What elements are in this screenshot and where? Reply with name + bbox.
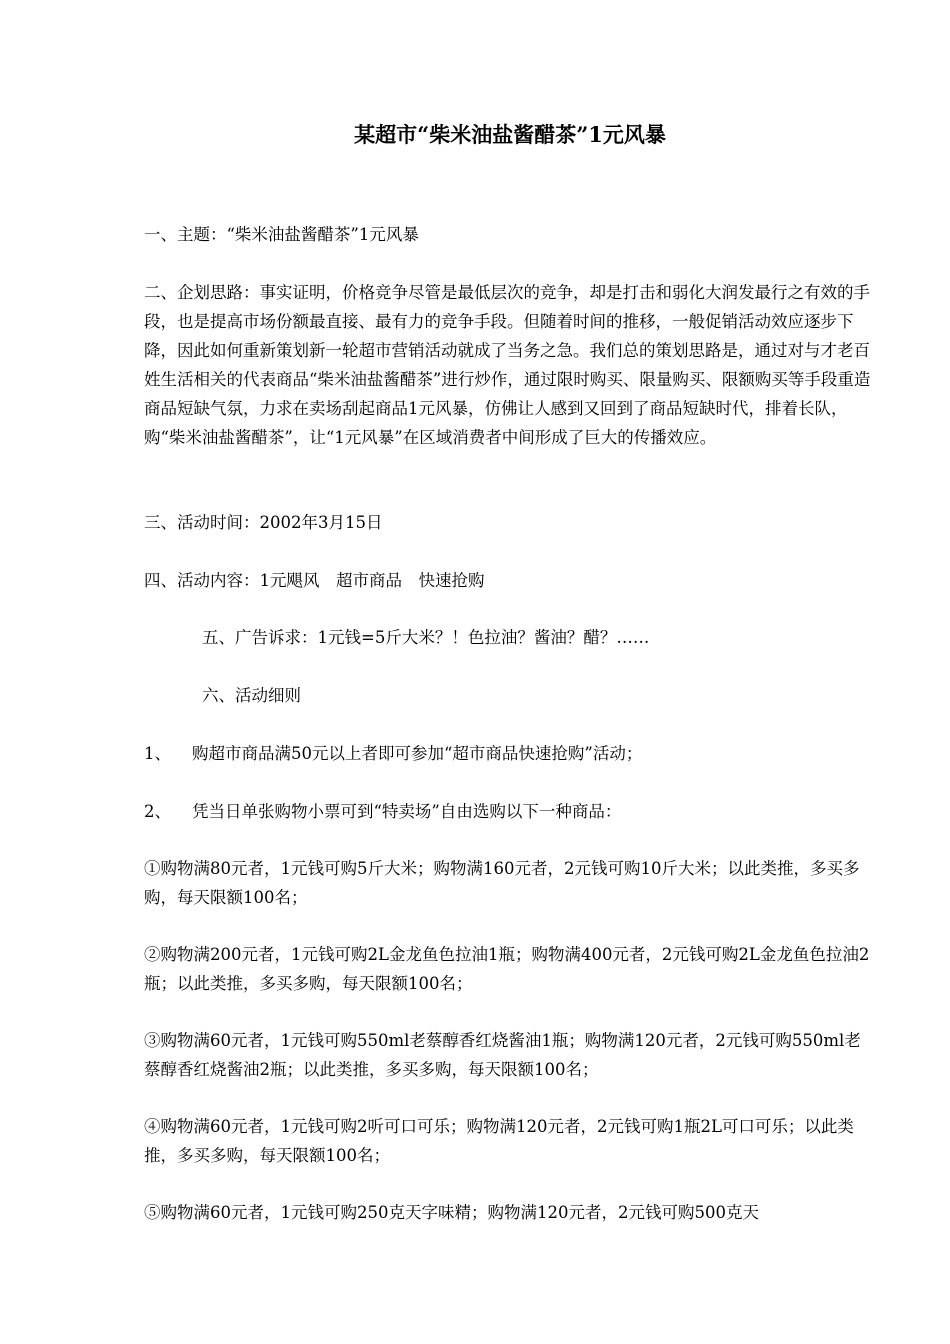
section-theme: 一、主题：“柴米油盐酱醋茶”1元风暴 bbox=[144, 225, 419, 244]
section-planning: 二、企划思路：事实证明，价格竞争尽管是最低层次的竞争，却是打击和弱化大润发最行之有效的手段，也是提高市场份额最直接、最有力的竞争手段。但随着时间的推移，一般促销活动效应逐步下降，因此如何重新策划新一轮超市营销活动就成了当务之急。我们总的策划思路是，通过对与才老百姓生活相关的代表商品“柴米油盐酱醋茶”进行炒作，通过限时购买、限量购买、限额购买等手段重造商品短缺气氛，力求在卖场刮起商品1元风暴，仿佛让人感到又回到了商品短缺时代，排着长队，购“柴米油盐酱醋茶”，让“1元风暴”在区域消费者中间形成了巨大的传播效应。 bbox=[144, 283, 871, 447]
rule-number: 2、 bbox=[144, 802, 171, 821]
product-item-rice: ①购物满80元者，1元钱可购5斤大米；购物满160元者，2元钱可购10斤大米；以此类推，多买多购，每天限额100名； bbox=[144, 859, 860, 907]
rule-item bbox=[144, 797, 876, 826]
rule-number: 1、 bbox=[144, 744, 171, 763]
section-ad-appeal: 五、广告诉求：1元钱=5斤大米？！色拉油？酱油？醋？…… bbox=[202, 628, 650, 647]
document-title: 某超市“柴米油盐酱醋茶”1元风暴 bbox=[354, 122, 666, 147]
rule-text: 凭当日单张购物小票可到“特卖场”自由选购以下一种商品： bbox=[192, 802, 622, 821]
section-rules-heading: 六、活动细则 bbox=[202, 686, 301, 705]
product-item-oil: ②购物满200元者，1元钱可购2L金龙鱼色拉油1瓶；购物满400元者，2元钱可购2L金龙鱼色拉油2瓶；以此类推，多买多购，每天限额100名； bbox=[144, 945, 870, 993]
section-content: 四、活动内容：1元飓风 超市商品 快速抢购 bbox=[144, 571, 485, 590]
section-time: 三、活动时间：2002年3月15日 bbox=[144, 513, 383, 532]
product-item-cola: ④购物满60元者，1元钱可购2听可口可乐；购物满120元者，2元钱可购1瓶2L可口可乐；以此类推，多买多购，每天限额100名； bbox=[144, 1117, 854, 1165]
rule-item bbox=[144, 739, 876, 768]
rule-text: 购超市商品满50元以上者即可参加“超市商品快速抢购”活动； bbox=[192, 744, 643, 763]
product-item-soy-sauce: ③购物满60元者，1元钱可购550ml老蔡醇香红烧酱油1瓶；购物满120元者，2元钱可购550ml老蔡醇香红烧酱油2瓶；以此类推，多买多购，每天限额100名； bbox=[144, 1031, 861, 1079]
product-item-msg: ⑤购物满60元者，1元钱可购250克天字味精；购物满120元者，2元钱可购500克天 bbox=[144, 1203, 759, 1222]
